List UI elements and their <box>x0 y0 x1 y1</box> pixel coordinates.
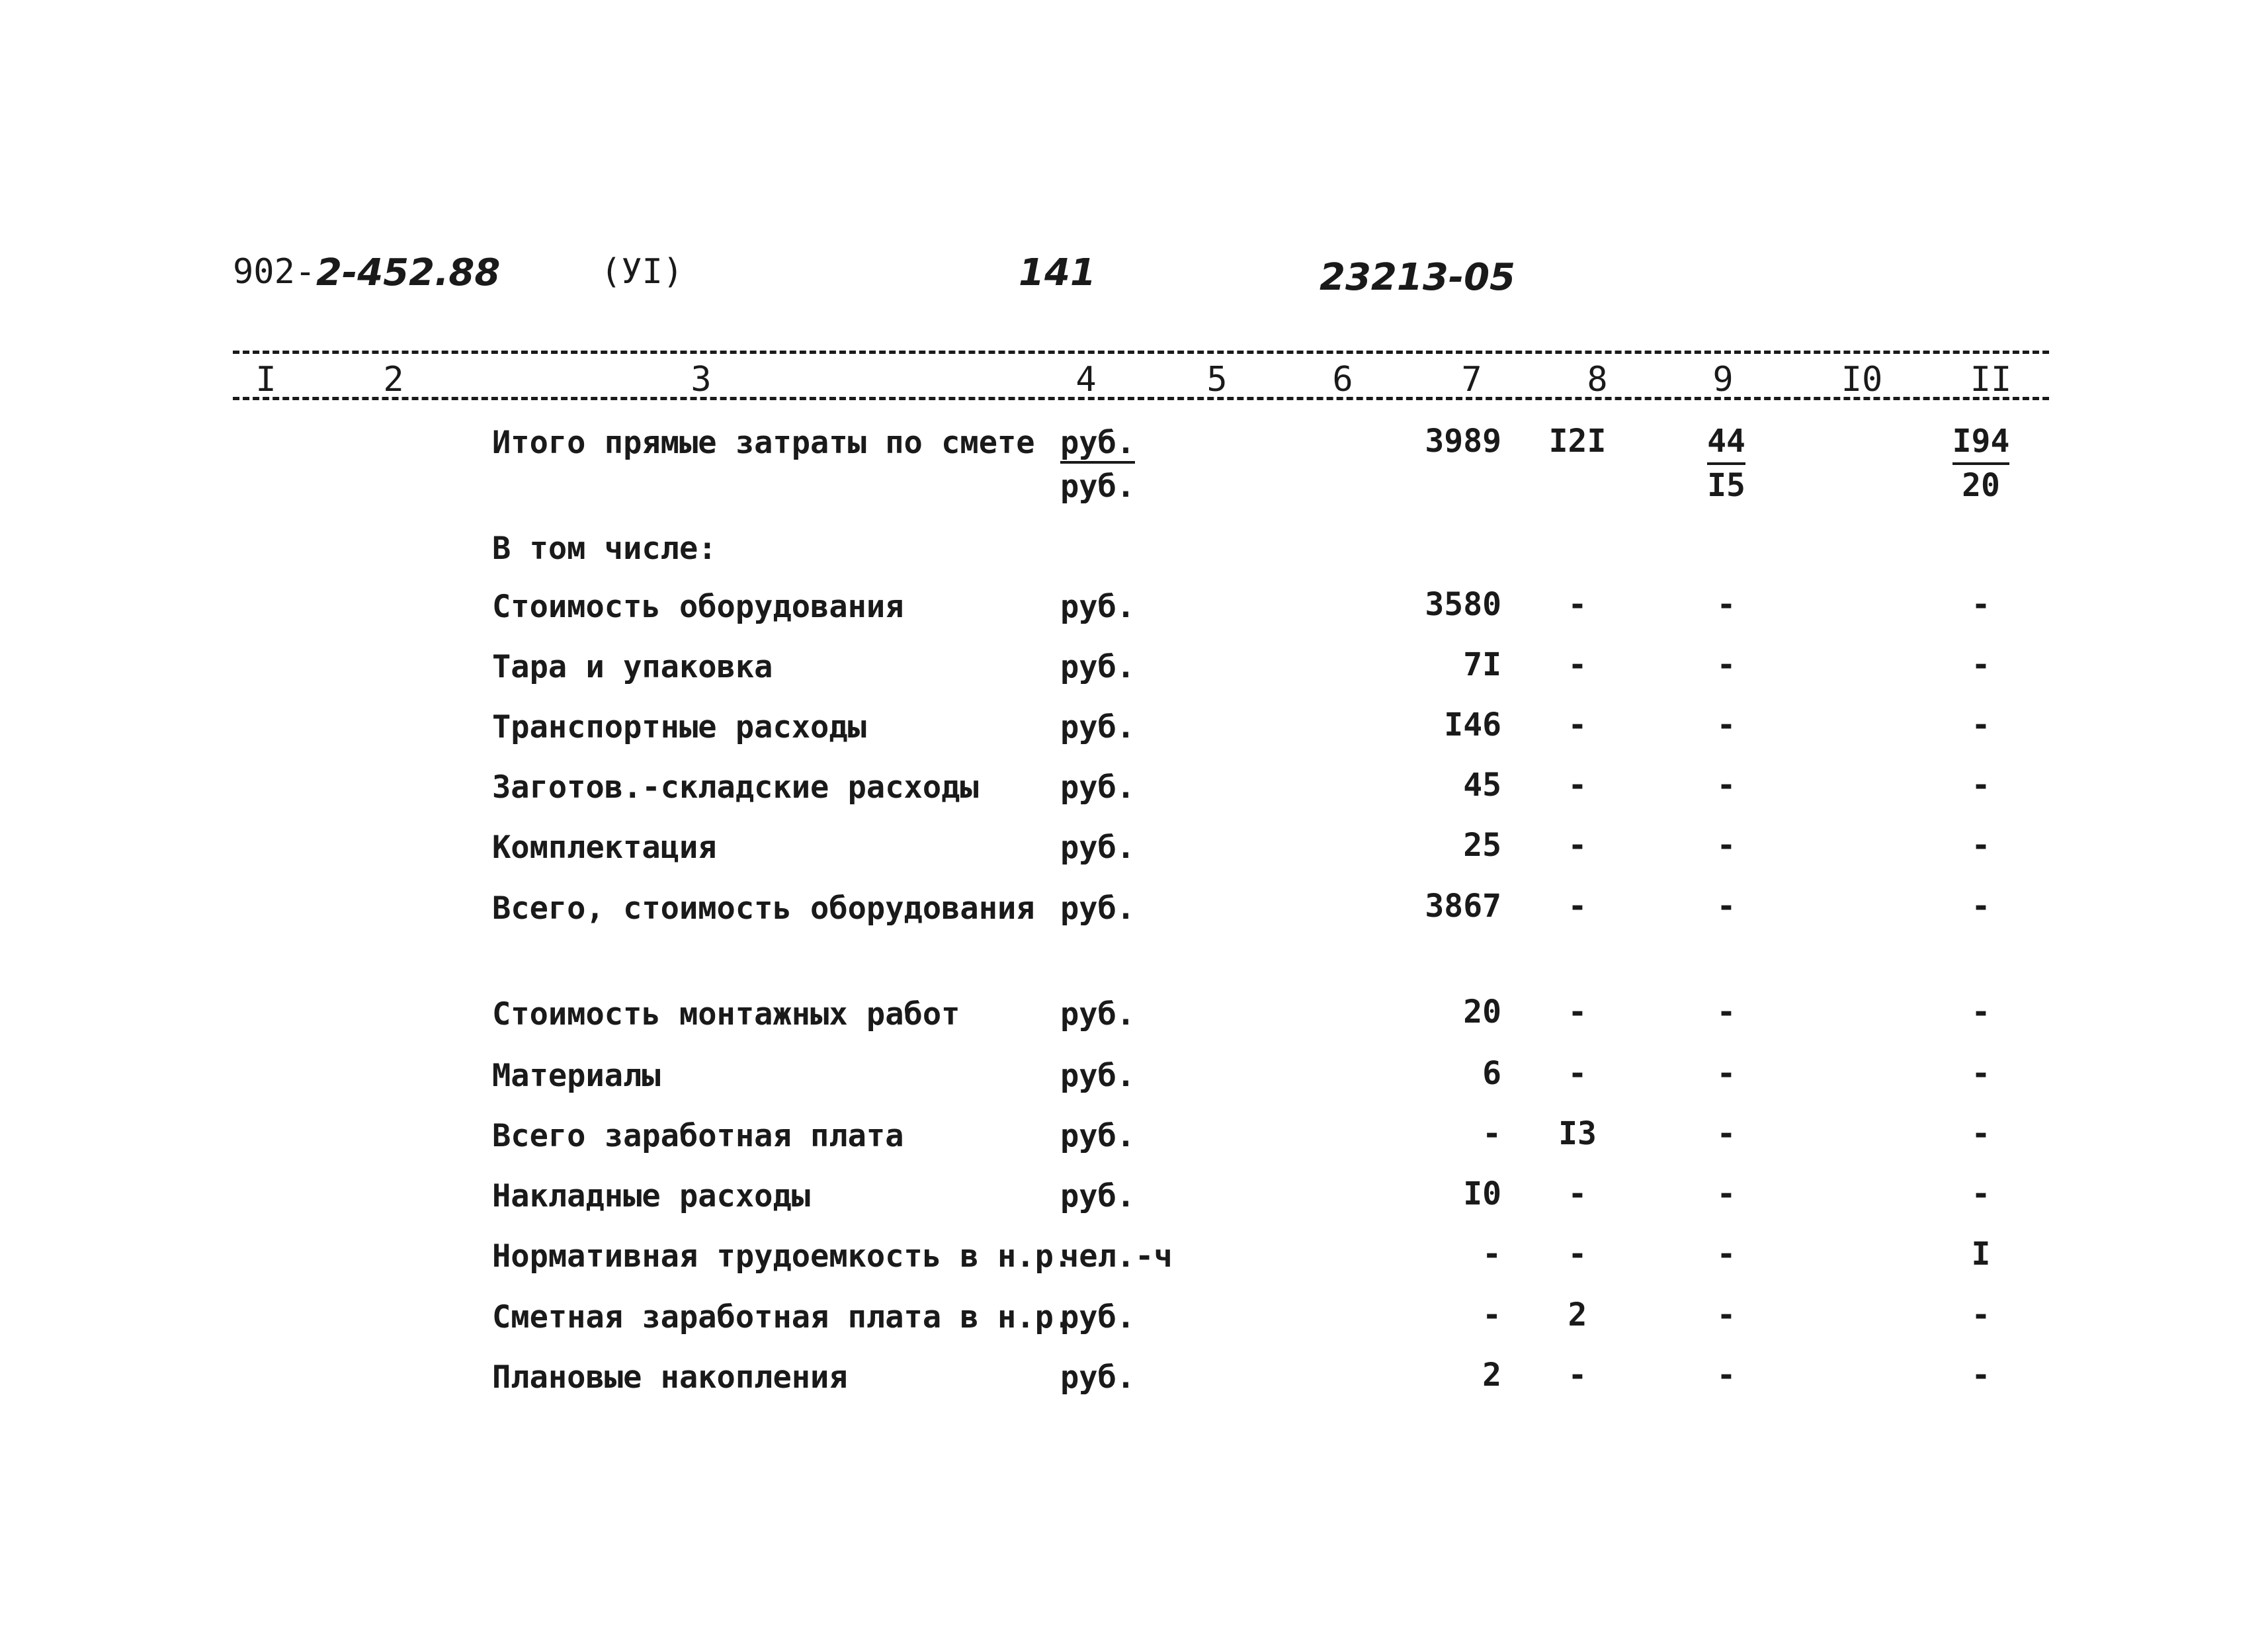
row-unit: руб. <box>1060 769 1136 806</box>
total-col9-bottom: I5 <box>1707 467 1745 504</box>
row-label: Всего, стоимость оборудования <box>492 890 1035 927</box>
row-col11: - <box>1971 1357 1991 1394</box>
row-col8: - <box>1568 993 1587 1031</box>
table-header-rule-bottom <box>233 397 2049 400</box>
column-number-3: 3 <box>691 360 712 400</box>
row-col11: - <box>1971 1115 1991 1152</box>
row-col8: - <box>1568 706 1587 743</box>
column-number-2: 2 <box>383 360 404 400</box>
column-number-5: 5 <box>1206 360 1228 400</box>
row-col7: - <box>1482 1115 1501 1152</box>
row-unit: руб. <box>1060 1058 1136 1094</box>
row-col7: I46 <box>1444 706 1501 743</box>
total-col9-top: 44 <box>1707 423 1745 465</box>
row-unit: руб. <box>1060 890 1136 927</box>
row-col9: - <box>1716 1115 1736 1152</box>
row-col7: - <box>1482 1236 1501 1273</box>
row-col8: - <box>1568 888 1587 925</box>
row-unit: руб. <box>1060 1359 1136 1396</box>
row-col7: 7I <box>1463 646 1501 683</box>
total-col8: I2I <box>1548 423 1607 460</box>
row-col8: - <box>1568 827 1587 864</box>
document-number-prefix: 902- <box>233 252 316 292</box>
row-col9: - <box>1716 1236 1736 1273</box>
row-unit: руб. <box>1060 829 1136 866</box>
row-col8: - <box>1568 1236 1587 1273</box>
row-col7: 20 <box>1463 993 1501 1031</box>
column-number-4: 4 <box>1075 360 1097 400</box>
row-col7: 45 <box>1463 767 1501 804</box>
row-col11: - <box>1971 706 1991 743</box>
row-col7: 2 <box>1482 1357 1501 1394</box>
row-col7: I0 <box>1463 1175 1501 1212</box>
row-col7: 3867 <box>1425 888 1501 925</box>
row-col7: - <box>1482 1296 1501 1333</box>
row-col9: - <box>1716 993 1736 1031</box>
page-number: 141 <box>1019 251 1096 294</box>
row-col9: - <box>1716 586 1736 623</box>
total-col11-bottom: 20 <box>1962 467 2000 504</box>
column-number-6: 6 <box>1332 360 1353 400</box>
row-col7: 3580 <box>1425 586 1501 623</box>
row-unit: руб. <box>1060 1118 1136 1154</box>
total-label: Итого прямые затраты по смете <box>492 425 1035 461</box>
row-col11: - <box>1971 1055 1991 1092</box>
subheading: В том числе: <box>492 530 717 567</box>
column-number-7: 7 <box>1461 360 1482 400</box>
row-label: Всего заработная плата <box>492 1118 904 1154</box>
part-number: (УI) <box>601 252 684 292</box>
row-col8: - <box>1568 586 1587 623</box>
row-unit: руб. <box>1060 996 1136 1033</box>
total-unit-bottom: руб. <box>1060 468 1136 505</box>
row-col11: - <box>1971 586 1991 623</box>
row-col9: - <box>1716 827 1736 864</box>
column-number-9: 9 <box>1712 360 1734 400</box>
row-col9: - <box>1716 1175 1736 1212</box>
row-unit: руб. <box>1060 649 1136 685</box>
row-label: Комплектация <box>492 829 717 866</box>
row-label: Накладные расходы <box>492 1178 811 1214</box>
row-label: Заготов.-складские расходы <box>492 769 979 806</box>
row-unit: чел.-ч <box>1060 1238 1173 1275</box>
row-col8: 2 <box>1568 1296 1587 1333</box>
total-unit-top: руб. <box>1060 427 1135 464</box>
column-number-10: I0 <box>1841 360 1883 400</box>
row-col11: - <box>1971 993 1991 1031</box>
table-header-rule-top <box>233 351 2049 354</box>
sheet-code: 23213-05 <box>1320 256 1515 299</box>
total-col7: 3989 <box>1425 423 1501 460</box>
row-col8: - <box>1568 1055 1587 1092</box>
column-number-1: I <box>255 360 276 400</box>
row-col9: - <box>1716 1296 1736 1333</box>
row-col11: - <box>1971 767 1991 804</box>
row-col11: I <box>1971 1236 1991 1273</box>
document-number-handwritten: 2-452.88 <box>316 251 501 294</box>
row-col9: - <box>1716 888 1736 925</box>
row-col9: - <box>1716 1357 1736 1394</box>
row-label: Нормативная трудоемкость в н.р. <box>492 1238 1073 1275</box>
row-label: Стоимость монтажных работ <box>492 996 960 1033</box>
column-number-11: II <box>1970 360 2012 400</box>
row-col8: I3 <box>1558 1115 1597 1152</box>
row-col8: - <box>1568 646 1587 683</box>
column-number-8: 8 <box>1587 360 1608 400</box>
row-col8: - <box>1568 767 1587 804</box>
row-unit: руб. <box>1060 1178 1136 1214</box>
row-col7: 6 <box>1482 1055 1501 1092</box>
row-col11: - <box>1971 1296 1991 1333</box>
row-col8: - <box>1568 1175 1587 1212</box>
row-label: Транспортные расходы <box>492 709 866 745</box>
row-label: Плановые накопления <box>492 1359 848 1396</box>
row-col9: - <box>1716 646 1736 683</box>
total-col11-top: I94 <box>1953 423 2010 465</box>
row-col9: - <box>1716 1055 1736 1092</box>
row-col9: - <box>1716 767 1736 804</box>
row-col7: 25 <box>1463 827 1501 864</box>
row-col11: - <box>1971 1175 1991 1212</box>
row-unit: руб. <box>1060 709 1136 745</box>
row-col11: - <box>1971 827 1991 864</box>
row-col9: - <box>1716 706 1736 743</box>
row-unit: руб. <box>1060 589 1136 625</box>
row-label: Сметная заработная плата в н.р. <box>492 1299 1073 1335</box>
row-label: Материалы <box>492 1058 661 1094</box>
row-label: Тара и упаковка <box>492 649 773 685</box>
row-unit: руб. <box>1060 1299 1136 1335</box>
row-col8: - <box>1568 1357 1587 1394</box>
row-col11: - <box>1971 646 1991 683</box>
row-label: Стоимость оборудования <box>492 589 904 625</box>
row-col11: - <box>1971 888 1991 925</box>
